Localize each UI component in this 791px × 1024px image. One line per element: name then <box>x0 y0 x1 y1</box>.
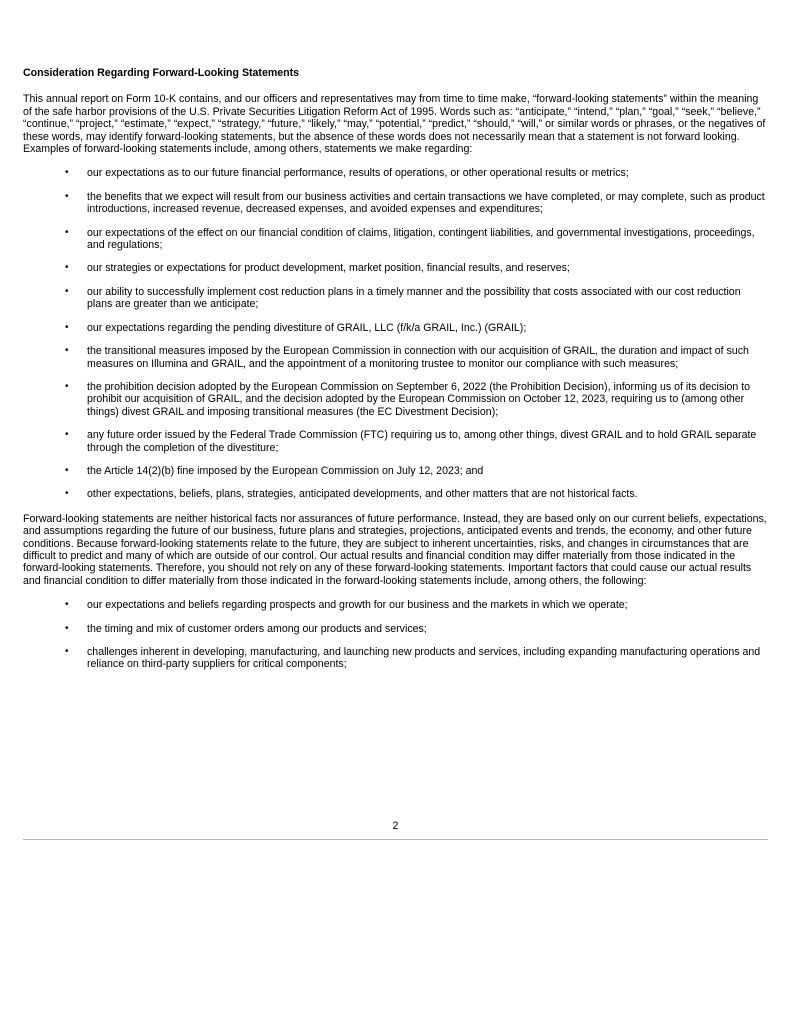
factors-list <box>23 599 768 671</box>
intro-paragraph: This annual report on Form 10-K contains, and our officers and representatives may from time to time make, “forward-looking statements” within the meaning of the safe harbor provisions of the U.S. Private Securities Litigation Reform Act of 1995. Words such as: “anticipate,” “intend,” “plan,” “goal,” “seek,” “believe,” “continue,” “project,” “estimate,” “expect,” “strategy,” “future,” “likely,” “may,” “potential,” “predict,” “should,” “will,” or similar words or phrases, or the negatives of these words, may identify forward-looking statements, but the absence of these words does not necessarily mean that a statement is not forward looking. Examples of forward-looking statements include, among others, statements we make regarding: <box>23 93 766 156</box>
list-item <box>23 286 768 311</box>
list-item <box>23 191 768 216</box>
list-item-text: our expectations regarding the pending divestiture of GRAIL, LLC (f/k/a GRAIL, Inc.) (GRAIL); <box>87 321 527 334</box>
bullet-icon: • <box>65 599 69 611</box>
bullet-icon: • <box>65 345 69 357</box>
page-number: 2 <box>392 820 399 832</box>
list-item-text: our expectations of the effect on our financial condition of claims, litigation, contingent liabilities, and governmental investigations, proceedings, and regulations; <box>87 226 755 252</box>
list-item-text: our expectations as to our future financial performance, results of operations, or other operational results or metrics; <box>87 167 629 180</box>
bullet-icon: • <box>65 380 69 392</box>
list-item <box>23 465 768 477</box>
list-item <box>23 167 768 179</box>
list-item <box>23 381 768 418</box>
list-item-text: our ability to successfully implement cost reduction plans in a timely manner and the possibility that costs associated with our cost reduction plans are greater than we anticipate; <box>87 285 741 311</box>
list-item <box>23 345 768 370</box>
bullet-icon: • <box>65 190 69 202</box>
footer-divider <box>23 839 768 840</box>
list-item-text: our expectations and beliefs regarding prospects and growth for our business and the markets in which we operate; <box>87 599 628 612</box>
list-item <box>23 623 768 635</box>
bullet-icon: • <box>65 321 69 333</box>
list-item-text: the timing and mix of customer orders among our products and services; <box>87 622 427 635</box>
bullet-icon: • <box>65 464 69 476</box>
factors-paragraph: Forward-looking statements are neither historical facts nor assurances of future performance. Instead, they are based only on our current beliefs, expectations, and assumptions regarding the future of our business, future plans and strategies, projections, anticipated events and trends, the economy, and other future conditions. Because forward-looking statements relate to the future, they are subject to inherent uncertainties, risks, and changes in circumstances that are difficult to predict and many of which are outside of our control. Our actual results and financial condition may differ materially from those indicated in the forward-looking statements. Therefore, you should not rely on any of these forward-looking statements. Important factors that could cause our actual results and financial condition to differ materially from those indicated in the forward-looking statements include, among others, the following: <box>23 512 767 587</box>
list-item-text: other expectations, beliefs, plans, strategies, anticipated developments, and other matters that are not historical facts. <box>87 488 638 501</box>
bullet-icon: • <box>65 285 69 297</box>
list-item <box>23 599 768 611</box>
list-item <box>23 262 768 274</box>
list-item <box>23 227 768 252</box>
list-item <box>23 429 768 454</box>
list-item <box>23 488 768 500</box>
list-item <box>23 322 768 334</box>
list-item-text: the prohibition decision adopted by the European Commission on September 6, 2022 (the Prohibition Decision), informing us of its decision to prohibit our acquisition of GRAIL, and the decision adopted by the European Commission on October 12, 2023, requiring us to (among other things) divest GRAIL and imposing transitional measures (the EC Divestment Decision); <box>87 380 751 418</box>
bullet-icon: • <box>65 429 69 441</box>
bullet-icon: • <box>65 262 69 274</box>
document-page <box>23 67 768 683</box>
page-footer <box>23 820 768 840</box>
list-item <box>23 646 768 671</box>
bullet-icon: • <box>65 226 69 238</box>
section-heading: Consideration Regarding Forward-Looking Statements <box>23 67 300 79</box>
list-item-text: challenges inherent in developing, manufacturing, and launching new products and services, including expanding manufacturing operations and reliance on third-party suppliers for critical components; <box>87 646 761 671</box>
bullet-icon: • <box>65 488 69 500</box>
list-item-text: the transitional measures imposed by the European Commission in connection with our acquisition of GRAIL, the duration and impact of such measures on Illumina and GRAIL, and the appointment of a monitoring trustee to monitor our compliance with such measures; <box>87 345 749 370</box>
bullet-icon: • <box>65 167 69 179</box>
list-item-text: our strategies or expectations for product development, market position, financial results, and reserves; <box>87 262 570 275</box>
bullet-icon: • <box>65 622 69 634</box>
bullet-icon: • <box>65 646 69 657</box>
examples-list <box>23 167 768 500</box>
list-item-text: the Article 14(2)(b) fine imposed by the European Commission on July 12, 2023; and <box>87 464 484 477</box>
list-item-text: any future order issued by the Federal Trade Commission (FTC) requiring us to, among other things, divest GRAIL and to hold GRAIL separate through the completion of the divestiture; <box>87 429 757 454</box>
list-item-text: the benefits that we expect will result from our business activities and certain transactions we have completed, or may complete, such as product introductions, increased revenue, decreased expenses, and avoided expenses and expenditures; <box>87 190 765 216</box>
